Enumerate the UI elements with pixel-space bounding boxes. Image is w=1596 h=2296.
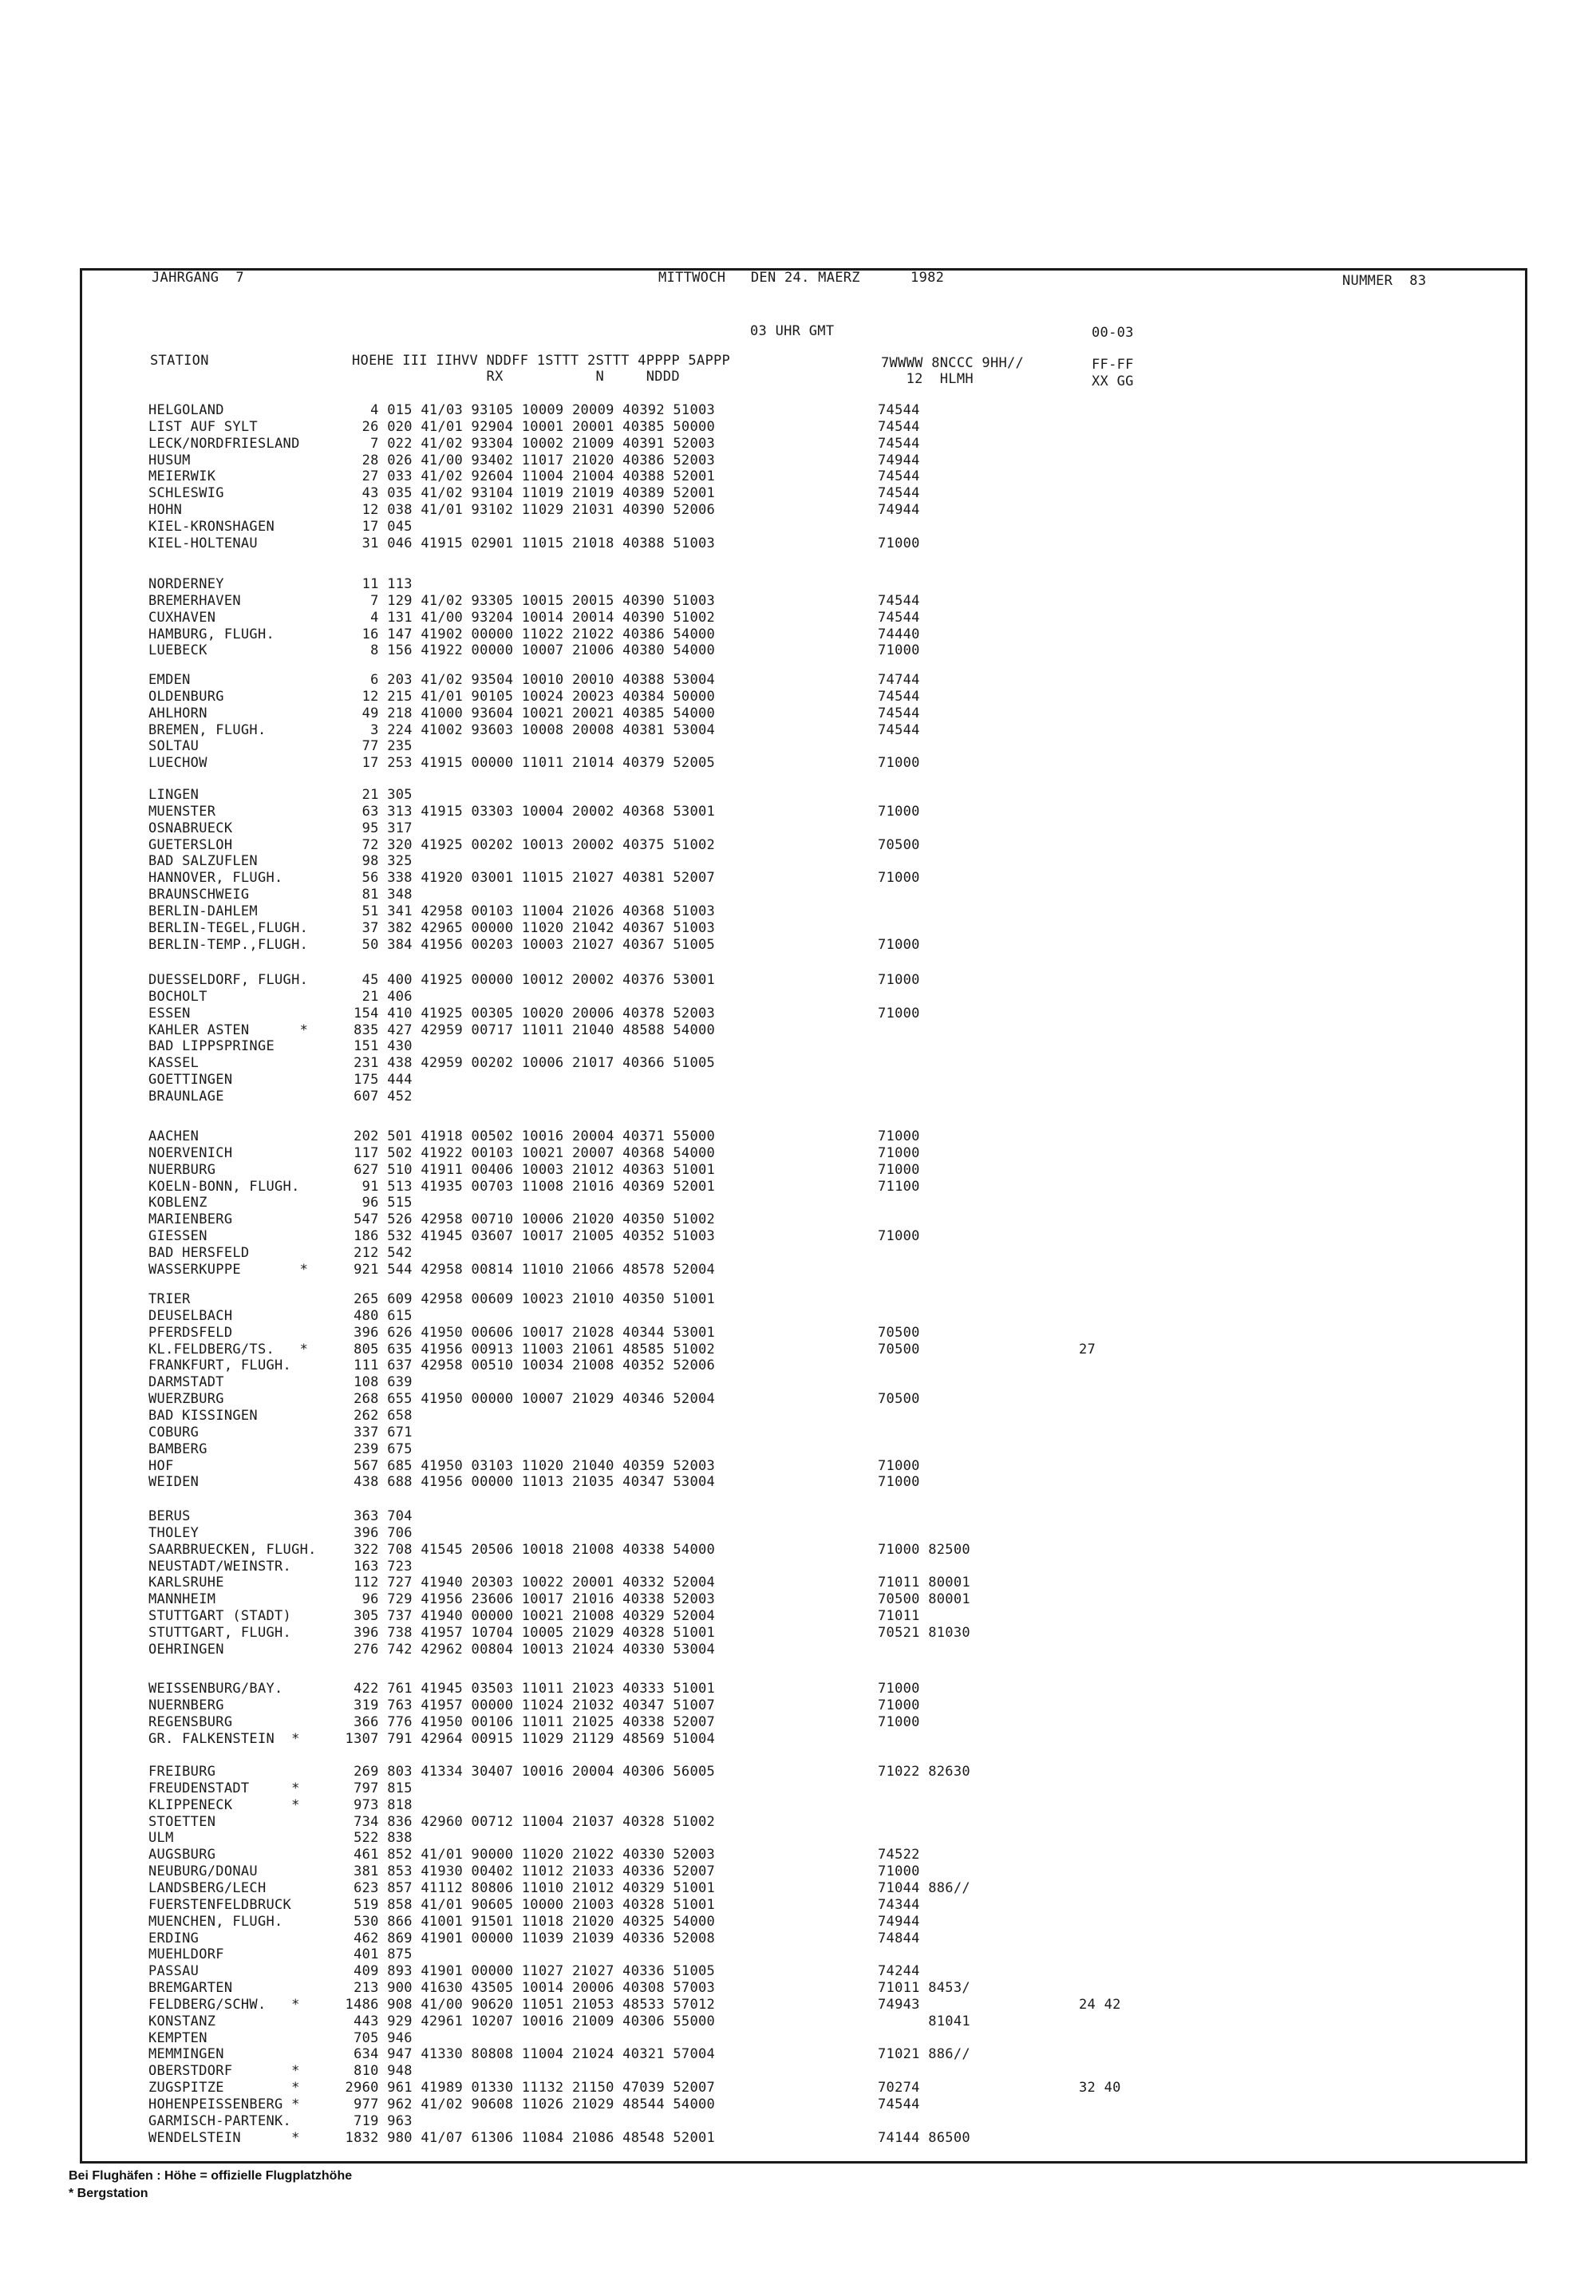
station-name: WEIDEN	[148, 1474, 200, 1491]
station-values: 522 838	[337, 1830, 413, 1847]
station-values: 422 761 41945 03503 11011 21023 40333 51001	[337, 1681, 716, 1697]
station-name: BERUS	[148, 1508, 191, 1524]
station-name: KOELN-BONN, FLUGH.	[148, 1178, 300, 1195]
station-extra: 81041	[878, 2013, 970, 2029]
station-values: 322 708 41545 20506 10018 21008 40338 54000	[337, 1541, 716, 1558]
station-values: 623 857 41112 80806 11010 21012 40329 51001	[337, 1879, 716, 1896]
station-name: WASSERKUPPE *	[148, 1261, 309, 1278]
station-name: FREIBURG	[148, 1764, 216, 1780]
station-name: LIST AUF SYLT	[148, 418, 258, 435]
station-name: LANDSBERG/LECH	[148, 1879, 267, 1896]
station-name: LECK/NORDFRIESLAND	[148, 435, 300, 452]
station-extra: 71000	[878, 803, 920, 820]
station-values: 202 501 41918 00502 10016 20004 40371 55000	[337, 1128, 716, 1144]
station-name: MUENCHEN, FLUGH.	[148, 1913, 283, 1930]
station-extra: 74544	[878, 485, 920, 502]
station-name: ZUGSPITZE *	[148, 2080, 300, 2096]
station-name: ERDING	[148, 1930, 200, 1946]
station-name: BAD HERSFELD	[148, 1244, 250, 1261]
station-name: FRANKFURT, FLUGH.	[148, 1357, 292, 1374]
station-extra: 74544	[878, 592, 920, 609]
station-name: HAMBURG, FLUGH.	[148, 626, 275, 642]
station-extra: 74844	[878, 1930, 920, 1946]
station-values: 37 382 42965 00000 11020 21042 40367 51003	[337, 919, 716, 936]
station-values: 1307 791 42964 00915 11029 21129 48569 51004	[337, 1730, 716, 1747]
station-extra: 71000	[878, 1697, 920, 1713]
station-name: BAD SALZUFLEN	[148, 853, 258, 870]
station-values: 51 341 42958 00103 11004 21026 40368 51003	[337, 903, 716, 919]
station-values: 381 853 41930 00402 11012 21033 40336 52007	[337, 1863, 716, 1880]
station-values: 111 637 42958 00510 10034 21008 40352 52006	[337, 1357, 716, 1374]
station-extra: 74440	[878, 626, 920, 642]
station-values: 262 658	[337, 1407, 413, 1424]
station-values: 96 729 41956 23606 10017 21016 40338 52003	[337, 1591, 716, 1608]
station-values: 409 893 41901 00000 11027 21027 40336 51005	[337, 1963, 716, 1980]
observation-time: 03 UHR GMT	[750, 323, 835, 339]
station-values: 212 542	[337, 1244, 413, 1261]
station-extra: 74522	[878, 1847, 920, 1863]
footnote-airports: Bei Flughäfen : Höhe = offizielle Flugplatzhöhe	[69, 2169, 353, 2183]
station-values: 3 224 41002 93603 10008 20008 40381 53004	[337, 721, 716, 738]
station-extra: 70500 80001	[878, 1591, 970, 1608]
station-name: KASSEL	[148, 1055, 200, 1072]
station-values: 366 776 41950 00106 11011 21025 40338 52007	[337, 1713, 716, 1730]
station-extra: 71044 886//	[878, 1879, 970, 1896]
station-name: OBERSTDORF *	[148, 2063, 300, 2080]
station-name: LUECHOW	[148, 755, 207, 772]
station-values: 43 035 41/02 93104 11019 21019 40389 52001	[337, 485, 716, 502]
station-extra: 71000	[878, 1128, 920, 1144]
station-values: 21 305	[337, 787, 413, 803]
station-extra: 74544	[878, 468, 920, 485]
station-name: PASSAU	[148, 1963, 200, 1980]
station-name: MANNHEIM	[148, 1591, 216, 1608]
station-name: HELGOLAND	[148, 402, 224, 418]
station-extra: 74544	[878, 688, 920, 705]
station-name: AACHEN	[148, 1128, 200, 1144]
station-values: 268 655 41950 00000 10007 21029 40346 52004	[337, 1391, 716, 1408]
station-values: 6 203 41/02 93504 10010 20010 40388 53004	[337, 672, 716, 688]
station-values: 396 626 41950 00606 10017 21028 40344 53001	[337, 1324, 716, 1341]
station-name: MUENSTER	[148, 803, 216, 820]
station-name: DUESSELDORF, FLUGH.	[148, 972, 309, 988]
col-codes-2: RX N NDDD	[352, 369, 680, 385]
jahrgang: JAHRGANG 7	[152, 270, 244, 286]
station-name: KONSTANZ	[148, 2013, 216, 2029]
station-values: 530 866 41001 91501 11018 21020 40325 54000	[337, 1913, 716, 1930]
station-values: 77 235	[337, 738, 413, 755]
station-extra: 74344	[878, 1896, 920, 1913]
station-extra: 71000	[878, 1144, 920, 1161]
station-name: STOETTEN	[148, 1813, 216, 1830]
station-values: 319 763 41957 00000 11024 21032 40347 51007	[337, 1697, 716, 1713]
col-station: STATION	[150, 353, 209, 369]
station-values: 231 438 42959 00202 10006 21017 40366 51005	[337, 1055, 716, 1072]
station-name: PFERDSFELD	[148, 1324, 233, 1341]
station-name: SOLTAU	[148, 738, 200, 755]
station-extra: 74144 86500	[878, 2129, 970, 2146]
station-name: TRIER	[148, 1291, 191, 1307]
station-values: 396 706	[337, 1524, 413, 1541]
station-name: MUEHLDORF	[148, 1946, 224, 1963]
col-group7-2: 12 HLMH	[881, 371, 974, 387]
station-extra: 71000	[878, 535, 920, 551]
station-values: 438 688 41956 00000 11013 21035 40347 53004	[337, 1474, 716, 1491]
station-values: 112 727 41940 20303 10022 20001 40332 52004	[337, 1575, 716, 1591]
station-values: 26 020 41/01 92904 10001 20001 40385 50000	[337, 418, 716, 435]
station-name: FUERSTENFELDBRUCK	[148, 1896, 292, 1913]
col-group7-1: 7WWWW 8NCCC 9HH//	[881, 355, 1025, 371]
station-values: 2960 961 41989 01330 11132 21150 47039 52007	[337, 2080, 716, 2096]
station-values: 239 675	[337, 1440, 413, 1457]
station-name: LUEBECK	[148, 642, 207, 659]
station-values: 480 615	[337, 1307, 413, 1324]
station-values: 1486 908 41/00 90620 11051 21053 48533 57012	[337, 1996, 716, 2013]
station-values: 269 803 41334 30407 10016 20004 40306 56005	[337, 1764, 716, 1780]
station-name: KIEL-HOLTENAU	[148, 535, 258, 551]
station-name: ULM	[148, 1830, 174, 1847]
station-values: 4 131 41/00 93204 10014 20014 40390 51002	[337, 609, 716, 626]
issue-number: NUMMER 83	[1342, 273, 1427, 289]
station-values: 81 348	[337, 887, 413, 903]
station-values: 973 818	[337, 1796, 413, 1813]
station-values: 705 946	[337, 2029, 413, 2046]
station-name: NUERNBERG	[148, 1697, 224, 1713]
station-name: MEMMINGEN	[148, 2046, 224, 2063]
issue-date: MITTWOCH DEN 24. MAERZ 1982	[658, 270, 945, 286]
station-extra: 74244	[878, 1963, 920, 1980]
station-values: 462 869 41901 00000 11039 21039 40336 52008	[337, 1930, 716, 1946]
station-extra: 71000	[878, 1863, 920, 1880]
station-name: NORDERNEY	[148, 576, 224, 592]
station-name: HOF	[148, 1457, 174, 1474]
station-extra: 74744	[878, 672, 920, 688]
station-values: 797 815	[337, 1780, 413, 1796]
station-extra: 71000	[878, 755, 920, 772]
station-extra: 71000	[878, 1005, 920, 1022]
station-values: 921 544 42958 00814 11010 21066 48578 52004	[337, 1261, 716, 1278]
station-extra: 70500	[878, 1391, 920, 1408]
station-name: COBURG	[148, 1424, 200, 1440]
station-values: 305 737 41940 00000 10021 21008 40329 52004	[337, 1608, 716, 1625]
station-values: 163 723	[337, 1558, 413, 1575]
station-values: 12 215 41/01 90105 10024 20023 40384 50000	[337, 688, 716, 705]
station-values: 154 410 41925 00305 10020 20006 40378 52003	[337, 1005, 716, 1022]
station-values: 28 026 41/00 93402 11017 21020 40386 52003	[337, 452, 716, 468]
station-name: BOCHOLT	[148, 988, 207, 1005]
station-values: 835 427 42959 00717 11011 21040 48588 54000	[337, 1022, 716, 1038]
station-name: LINGEN	[148, 787, 200, 803]
station-extra: 74544	[878, 418, 920, 435]
station-name: BREMEN, FLUGH.	[148, 721, 267, 738]
station-values: 151 430	[337, 1038, 413, 1055]
station-name: KOBLENZ	[148, 1195, 207, 1211]
station-name: AHLHORN	[148, 705, 207, 721]
station-extra: 74544	[878, 2096, 920, 2112]
station-extra: 70521 81030	[878, 1624, 970, 1641]
station-name: BERLIN-TEGEL,FLUGH.	[148, 919, 309, 936]
station-extra: 74544	[878, 705, 920, 721]
station-values: 734 836 42960 00712 11004 21037 40328 51002	[337, 1813, 716, 1830]
station-name: OEHRINGEN	[148, 1641, 224, 1658]
station-values: 634 947 41330 80808 11004 21024 40321 57004	[337, 2046, 716, 2063]
station-values: 719 963	[337, 2112, 413, 2129]
station-name: BAMBERG	[148, 1440, 207, 1457]
station-values: 21 406	[337, 988, 413, 1005]
station-extra: 71000	[878, 1161, 920, 1178]
station-name: WUERZBURG	[148, 1391, 224, 1408]
station-name: BREMGARTEN	[148, 1980, 233, 1997]
station-values: 95 317	[337, 820, 413, 836]
station-values: 27 033 41/02 92604 11004 21004 40388 52001	[337, 468, 716, 485]
station-values: 396 738 41957 10704 10005 21029 40328 51001	[337, 1624, 716, 1641]
station-extra: 74944	[878, 1913, 920, 1930]
station-extra: 71000 82500	[878, 1541, 970, 1558]
station-name: SCHLESWIG	[148, 485, 224, 502]
station-gusts: 27	[1079, 1341, 1096, 1357]
station-name: BREMERHAVEN	[148, 592, 241, 609]
station-gusts: 24 42	[1079, 1996, 1121, 2013]
station-values: 96 515	[337, 1195, 413, 1211]
station-name: KL.FELDBERG/TS. *	[148, 1341, 309, 1357]
station-extra: 71000	[878, 1457, 920, 1474]
station-values: 7 022 41/02 93304 10002 21009 40391 52003	[337, 435, 716, 452]
station-name: NUERBURG	[148, 1161, 216, 1178]
station-extra: 71000	[878, 936, 920, 953]
station-extra: 71000	[878, 1228, 920, 1245]
station-name: NEUBURG/DONAU	[148, 1863, 258, 1880]
station-values: 16 147 41902 00000 11022 21022 40386 54000	[337, 626, 716, 642]
station-values: 31 046 41915 02901 11015 21018 40388 51003	[337, 535, 716, 551]
station-values: 519 858 41/01 90605 10000 21003 40328 51001	[337, 1896, 716, 1913]
station-name: EMDEN	[148, 672, 191, 688]
station-values: 175 444	[337, 1072, 413, 1089]
station-name: BERLIN-TEMP.,FLUGH.	[148, 936, 309, 953]
station-name: KARLSRUHE	[148, 1575, 224, 1591]
station-extra: 74544	[878, 721, 920, 738]
station-name: REGENSBURG	[148, 1713, 233, 1730]
station-values: 567 685 41950 03103 11020 21040 40359 52003	[337, 1457, 716, 1474]
station-name: FREUDENSTADT *	[148, 1780, 300, 1796]
station-name: BRAUNLAGE	[148, 1088, 224, 1105]
station-values: 627 510 41911 00406 10003 21012 40363 51001	[337, 1161, 716, 1178]
station-values: 443 929 42961 10207 10016 21009 40306 55000	[337, 2013, 716, 2029]
station-name: WENDELSTEIN *	[148, 2129, 300, 2146]
station-values: 8 156 41922 00000 10007 21006 40380 54000	[337, 642, 716, 659]
station-extra: 74944	[878, 502, 920, 519]
station-values: 56 338 41920 03001 11015 21027 40381 52007	[337, 870, 716, 887]
station-name: BERLIN-DAHLEM	[148, 903, 258, 919]
station-name: GARMISCH-PARTENK.	[148, 2112, 292, 2129]
station-name: HOHN	[148, 502, 183, 519]
station-name: KEMPTEN	[148, 2029, 207, 2046]
station-name: SAARBRUECKEN, FLUGH.	[148, 1541, 317, 1558]
col-wind-1: FF-FF	[1092, 357, 1134, 373]
station-extra: 71000	[878, 642, 920, 659]
station-values: 4 015 41/03 93105 10009 20009 40392 51003	[337, 402, 716, 418]
station-extra: 71011	[878, 1608, 920, 1625]
station-extra: 71000	[878, 870, 920, 887]
station-values: 12 038 41/01 93102 11029 21031 40390 52006	[337, 502, 716, 519]
station-extra: 71000	[878, 1681, 920, 1697]
station-values: 265 609 42958 00609 10023 21010 40350 51001	[337, 1291, 716, 1307]
station-name: THOLEY	[148, 1524, 200, 1541]
station-extra: 71011 80001	[878, 1575, 970, 1591]
station-name: BAD LIPPSPRINGE	[148, 1038, 275, 1055]
station-name: OLDENBURG	[148, 688, 224, 705]
station-name: GR. FALKENSTEIN *	[148, 1730, 300, 1747]
station-name: GUETERSLOH	[148, 836, 233, 853]
station-name: KIEL-KRONSHAGEN	[148, 518, 275, 535]
station-values: 49 218 41000 93604 10021 20021 40385 54000	[337, 705, 716, 721]
station-name: NEUSTADT/WEINSTR.	[148, 1558, 292, 1575]
time-range: 00-03	[1092, 325, 1134, 341]
station-values: 186 532 41945 03607 10017 21005 40352 51003	[337, 1228, 716, 1245]
station-name: GIESSEN	[148, 1228, 207, 1245]
station-name: FELDBERG/SCHW. *	[148, 1996, 300, 2013]
station-extra: 71000	[878, 1713, 920, 1730]
station-values: 337 671	[337, 1424, 413, 1440]
station-extra: 70274	[878, 2080, 920, 2096]
station-name: BRAUNSCHWEIG	[148, 887, 250, 903]
station-values: 7 129 41/02 93305 10015 20015 40390 51003	[337, 592, 716, 609]
station-values: 977 962 41/02 90608 11026 21029 48544 54000	[337, 2096, 716, 2112]
station-extra: 74544	[878, 609, 920, 626]
station-extra: 70500	[878, 1341, 920, 1357]
station-values: 805 635 41956 00913 11003 21061 48585 51002	[337, 1341, 716, 1357]
station-extra: 74544	[878, 435, 920, 452]
station-values: 401 875	[337, 1946, 413, 1963]
station-values: 98 325	[337, 853, 413, 870]
station-extra: 71011 8453/	[878, 1980, 970, 1997]
station-values: 607 452	[337, 1088, 413, 1105]
station-name: CUXHAVEN	[148, 609, 216, 626]
station-name: MARIENBERG	[148, 1211, 233, 1228]
station-extra: 74944	[878, 452, 920, 468]
station-values: 91 513 41935 00703 11008 21016 40369 52001	[337, 1178, 716, 1195]
footnote-mountain: * Bergstation	[69, 2187, 148, 2200]
station-extra: 71000	[878, 972, 920, 988]
station-values: 547 526 42958 00710 10006 21020 40350 51002	[337, 1211, 716, 1228]
station-name: ESSEN	[148, 1005, 191, 1022]
station-extra: 71000	[878, 1474, 920, 1491]
station-values: 72 320 41925 00202 10013 20002 40375 51002	[337, 836, 716, 853]
station-values: 363 704	[337, 1508, 413, 1524]
station-name: STUTTGART, FLUGH.	[148, 1624, 292, 1641]
station-name: HANNOVER, FLUGH.	[148, 870, 283, 887]
station-values: 50 384 41956 00203 10003 21027 40367 51005	[337, 936, 716, 953]
station-values: 45 400 41925 00000 10012 20002 40376 53001	[337, 972, 716, 988]
station-name: NOERVENICH	[148, 1144, 233, 1161]
col-wind-2: XX GG	[1092, 373, 1134, 389]
station-name: KLIPPENECK *	[148, 1796, 300, 1813]
station-name: AUGSBURG	[148, 1847, 216, 1863]
table-frame	[80, 268, 1527, 2164]
station-name: OSNABRUECK	[148, 820, 233, 836]
station-name: MEIERWIK	[148, 468, 216, 485]
station-name: HOHENPEISSENBERG *	[148, 2096, 300, 2112]
station-name: GOETTINGEN	[148, 1072, 233, 1089]
station-extra: 74544	[878, 402, 920, 418]
station-values: 11 113	[337, 576, 413, 592]
station-values: 461 852 41/01 90000 11020 21022 40330 52003	[337, 1847, 716, 1863]
station-values: 117 502 41922 00103 10021 20007 40368 54000	[337, 1144, 716, 1161]
station-extra: 71021 886//	[878, 2046, 970, 2063]
col-codes-1: HOEHE III IIHVV NDDFF 1STTT 2STTT 4PPPP 5APPP	[352, 353, 731, 369]
station-values: 63 313 41915 03303 10004 20002 40368 53001	[337, 803, 716, 820]
station-values: 17 253 41915 00000 11011 21014 40379 52005	[337, 755, 716, 772]
station-name: DARMSTADT	[148, 1374, 224, 1391]
station-extra: 70500	[878, 836, 920, 853]
station-values: 810 948	[337, 2063, 413, 2080]
station-values: 213 900 41630 43505 10014 20006 40308 57003	[337, 1980, 716, 1997]
station-name: HUSUM	[148, 452, 191, 468]
station-extra: 71022 82630	[878, 1764, 970, 1780]
station-values: 108 639	[337, 1374, 413, 1391]
station-gusts: 32 40	[1079, 2080, 1121, 2096]
station-name: WEISSENBURG/BAY.	[148, 1681, 283, 1697]
station-values: 1832 980 41/07 61306 11084 21086 48548 52001	[337, 2129, 716, 2146]
station-values: 276 742 42962 00804 10013 21024 40330 53004	[337, 1641, 716, 1658]
station-extra: 70500	[878, 1324, 920, 1341]
station-name: DEUSELBACH	[148, 1307, 233, 1324]
station-name: BAD KISSINGEN	[148, 1407, 258, 1424]
station-extra: 71100	[878, 1178, 920, 1195]
station-extra: 74943	[878, 1996, 920, 2013]
station-name: STUTTGART (STADT)	[148, 1608, 292, 1625]
station-name: KAHLER ASTEN *	[148, 1022, 309, 1038]
station-values: 17 045	[337, 518, 413, 535]
